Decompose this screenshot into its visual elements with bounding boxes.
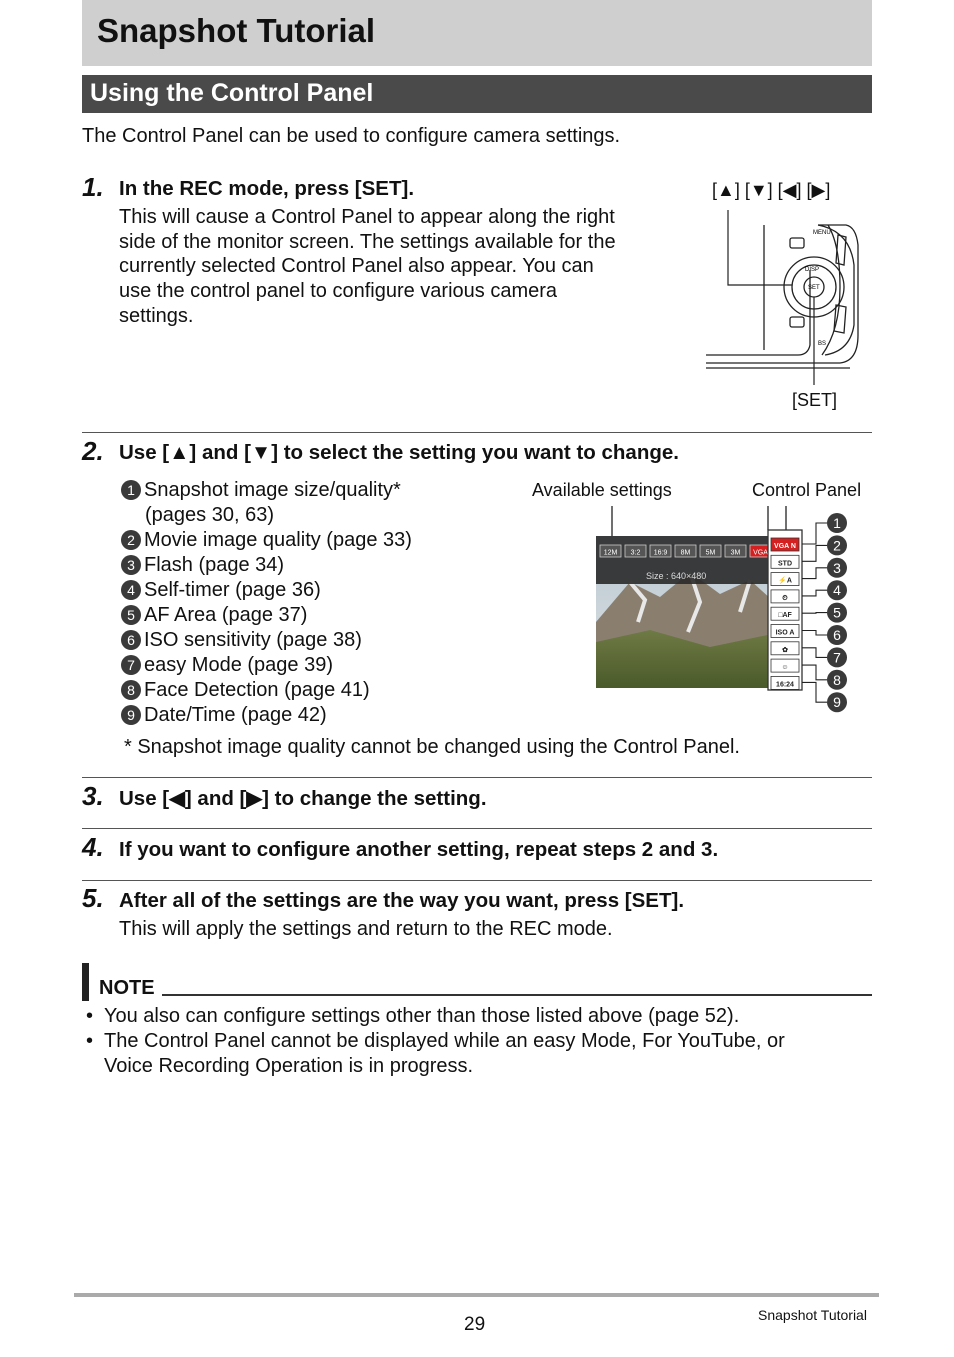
callout-number: 3 [833,559,841,576]
step3-heading: Use [◀] and [▶] to change the setting. [119,787,487,810]
step5-heading: After all of the settings are the way you want, press [SET]. [119,889,685,912]
callout-number: 1 [833,515,841,531]
step5-body: This will apply the settings and return to the REC mode. [119,918,613,940]
callout-number: 4 [833,582,841,599]
panel-icon-label: ✿ [782,646,788,654]
list-item [121,703,412,728]
list-item-text: Snapshot image size/quality* [144,479,401,501]
step3-number: 3. [82,781,104,811]
set-key-label: SET [808,285,820,291]
callout-leader [802,568,827,579]
panel-icon-label: 16:24 [776,681,794,689]
panel-icon-label: ⚡A [778,577,792,585]
callout-number: 8 [833,671,841,688]
list-item-text: easy Mode (page 39) [144,654,334,676]
available-settings-label: Available settings [532,480,672,500]
step2-number: 2. [82,436,104,466]
arrow-keys-label: [▲] [▼] [◀] [▶] [712,180,831,200]
step2-footnote: * Snapshot image quality cannot be changed using the Control Panel. [124,736,740,758]
note-text: You also can configure settings other than those listed above (page 52). [104,1005,740,1027]
list-item-text: Flash (page 34) [144,554,285,576]
step1-heading: In the REC mode, press [SET]. [119,177,415,200]
list-item-text: Date/Time (page 42) [144,704,327,726]
number-badge: 8 [121,680,141,700]
callout-leader [802,545,827,561]
bs-label: BS [818,341,827,347]
panel-icon-label: ☺ [781,664,789,672]
number-badge: 2 [121,530,141,550]
step4-heading: If you want to configure another setting, repeat steps 2 and 3. [119,838,719,861]
number-badge: 6 [121,630,141,650]
list-item [121,528,412,553]
monitor-screen-illustration [590,502,860,717]
control-panel-label: Control Panel [752,480,862,500]
note-text: The Control Panel cannot be displayed while an easy Mode, For YouTube, or [104,1030,785,1052]
list-item-text: ISO sensitivity (page 38) [144,629,362,651]
divider [82,432,872,433]
list-item [121,653,412,678]
footer-section-name: Snapshot Tutorial [758,1307,867,1323]
number-badge: 7 [121,655,141,675]
note-text: Voice Recording Operation is in progress. [104,1055,474,1077]
step1-body-line: This will cause a Control Panel to appear along the right [119,206,615,228]
set-label: [SET] [792,390,838,410]
note-rule [162,994,872,996]
callout-leader [802,665,827,680]
number-badge: 5 [121,605,141,625]
list-item-text: AF Area (page 37) [144,604,308,626]
note-label: NOTE [99,977,155,999]
callout-leader [802,613,827,614]
callout-leader [802,648,827,658]
panel-icon-label: □AF [778,612,792,620]
step1-body-line: currently selected Control Panel also appear. You can [119,255,594,277]
page-title: Snapshot Tutorial [97,12,376,49]
panel-icon-label: ⏲ [782,594,788,602]
number-badge: 4 [121,580,141,600]
list-item-text: Face Detection (page 41) [144,679,370,701]
step4-number: 4. [82,832,104,862]
section-title: Using the Control Panel [90,79,374,107]
callout-number: 6 [833,627,841,643]
list-item [121,628,412,653]
callout-leader [802,590,827,596]
callout-number: 7 [833,649,841,666]
list-item [121,553,412,578]
step2-heading: Use [▲] and [▼] to select the setting you want to change. [119,441,679,464]
panel-icon-label: STD [778,560,792,568]
list-item-continuation: (pages 30, 63) [145,504,274,526]
divider [82,828,872,829]
step1-number: 1. [82,172,104,202]
page-number: 29 [464,1314,486,1335]
camera-back-diagram [700,205,870,390]
step1-body-line: use the control panel to configure various camera [119,280,558,302]
divider [82,777,872,778]
step1-body-line: side of the monitor screen. The settings available for the [119,231,616,253]
intro-text: The Control Panel can be used to configure camera settings. [82,125,621,147]
list-item-text: Movie image quality (page 33) [144,529,412,551]
callout-leader [802,523,827,544]
panel-icon-label: VGA N [774,543,796,550]
size-option-label: 5M [705,549,716,557]
size-option-label: 3:2 [630,549,641,557]
note-bullet: • [86,1030,94,1052]
list-item [121,478,412,503]
note-bullet: • [86,1005,94,1027]
list-item [121,678,412,703]
number-badge: 1 [121,480,141,500]
panel-icon-label: ISO A [775,629,795,637]
callout-number: 2 [833,537,841,554]
step1-body-line: settings. [119,305,194,327]
list-item [121,603,412,628]
note-marker [82,963,89,1001]
callout-number: 5 [833,604,841,621]
size-option-label: VGA [753,549,768,557]
footer-rule [74,1293,879,1297]
size-option-label: 3M [730,549,741,557]
disp-key-label: DISP [805,267,820,273]
size-option-label: 8M [680,549,691,557]
divider [82,880,872,881]
menu-key-label: MENU [813,230,831,236]
number-badge: 3 [121,555,141,575]
size-option-label: 16:9 [653,549,668,557]
number-badge: 9 [121,705,141,725]
callout-leader [802,631,827,636]
list-item-text: Self-timer (page 36) [144,579,321,601]
callout-number: 9 [833,694,841,711]
callout-leader [802,682,827,702]
size-readout: Size : 640×480 [646,571,707,581]
size-option-label: 12M [603,549,618,557]
list-item [121,578,412,603]
settings-list [121,478,412,728]
step5-number: 5. [82,883,104,913]
